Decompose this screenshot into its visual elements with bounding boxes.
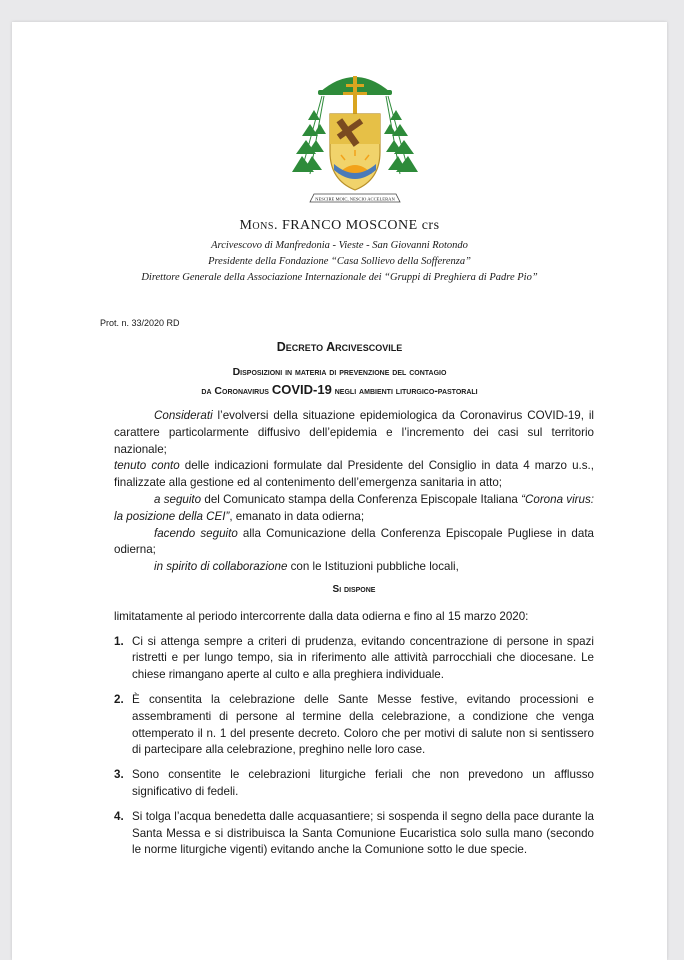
paragraph-text: delle indicazioni formulate dal Presidente del Consiglio in data 4 marzo u.s., finalizzate alla gestione ed al contenimento dell’emergenza sanitaria in atto;: [114, 459, 595, 490]
item-number: 3.: [114, 768, 124, 782]
name-prefix: Mons.: [239, 218, 278, 233]
item-text: Sono consentite le celebrazioni liturgiche feriali che non prevedono un afflusso significativo di fedeli.: [132, 768, 594, 798]
provisions-list: [114, 634, 594, 860]
paragraph-text: alla Comunicazione della Conferenza Episcopale Pugliese in data odierna;: [114, 526, 594, 557]
paragraph-considerati: [114, 408, 594, 458]
lead-text: facendo seguito: [154, 526, 238, 540]
decree-subtitle: [12, 364, 667, 400]
lead-text: Considerati: [154, 409, 213, 422]
quoted-title: “Corona virus: la posizione della CEI”: [114, 492, 594, 523]
decree-body: [114, 408, 594, 859]
lead-text: in spirito di collaborazione: [154, 560, 288, 574]
item-number: 4.: [114, 809, 124, 823]
dispone-heading: Si dispone: [332, 583, 376, 595]
paragraph-a-seguito: [114, 492, 594, 526]
document-page: [12, 22, 667, 960]
paragraph-text: con le Istituzioni pubbliche locali,: [287, 560, 459, 574]
item-text: Si tolga l’acqua benedetta dalle acquasantiere; si sospenda il segno della pace durante la Santa Messa e si distribuisca la Santa Comunione Eucaristica solo sulla mano (secondo le norme liturgiche vigenti) evitando anche la Comunione sotto le due specie.: [132, 809, 594, 857]
paragraph-text: l’evolversi della situazione epidemiologica da Coronavirus COVID-19, il carattere particolarmente diffusivo dell’epidemia e l’incremento dei casi sul territorio nazionale;: [114, 409, 594, 456]
name-main: FRANCO MOSCONE: [281, 218, 418, 233]
paragraph-text: del Comunicato stampa della Conferenza Episcopale Italiana: [201, 492, 522, 506]
bishop-name: [12, 218, 667, 234]
paragraph-collaborazione: [114, 559, 594, 576]
header-line-2: Presidente della Fondazione “Casa Sollievo della Sofferenza”: [208, 256, 471, 267]
letterhead: [12, 218, 667, 286]
subtitle-part-b: COVID-19: [271, 382, 332, 397]
protocol-number: Prot. n. 33/2020 RD: [100, 318, 180, 328]
header-line-1: Arcivescovo di Manfredonia - Vieste - San Giovanni Rotondo: [211, 240, 468, 251]
list-item: [114, 692, 594, 759]
item-text: Ci si attenga sempre a criteri di prudenza, evitando concentrazione di persone in spazi ristretti e per lungo tempo, sia in riferimento alle attività parrocchiali che diocesane. Le chiese rimangano aperte al culto e alla preghiera individuale.: [132, 634, 594, 682]
subtitle-part-c: negli ambienti liturgico-pastorali: [334, 385, 478, 397]
paragraph-tenuto-conto: [114, 458, 594, 492]
item-number: 2.: [114, 692, 124, 706]
list-item: [114, 809, 594, 859]
header-line-3: Direttore Generale della Associazione Internazionale dei “Gruppi di Preghiera di Padre Pio”: [141, 272, 538, 283]
intro-text: limitatamente al periodo intercorrente dalla data odierna e fino al 15 marzo 2020:: [114, 609, 529, 623]
list-item: [114, 634, 594, 684]
crest-motto: NESCIRE MOIC, NESCIO ACCELERAN: [315, 196, 395, 202]
item-number: 1.: [114, 634, 124, 648]
subtitle-line-2: [12, 381, 667, 400]
lead-text: a seguito: [154, 492, 202, 506]
paragraph-text: , emanato in data odierna;: [229, 509, 365, 523]
subtitle-line-1: Disposizioni in materia di prevenzione del contagio: [232, 366, 447, 378]
list-item: [114, 767, 594, 801]
lead-text: tenuto conto: [114, 459, 180, 473]
name-suffix: crs: [421, 218, 440, 233]
paragraph-facendo-seguito: [114, 526, 594, 560]
coat-of-arms-seal: [290, 52, 420, 212]
item-text: È consentita la celebrazione delle Sante Messe festive, evitando processioni e assembramenti di persone al termine della celebrazione, a condizione che venga ottemperato il n. 1 del presente decreto. Coloro che per motivi di salute non si sentissero di partecipare alla celebrazione, preghino nelle loro case.: [132, 692, 594, 757]
decree-title: Decreto Arcivescovile: [276, 340, 403, 354]
subtitle-part-a: da Coronavirus: [201, 385, 269, 397]
